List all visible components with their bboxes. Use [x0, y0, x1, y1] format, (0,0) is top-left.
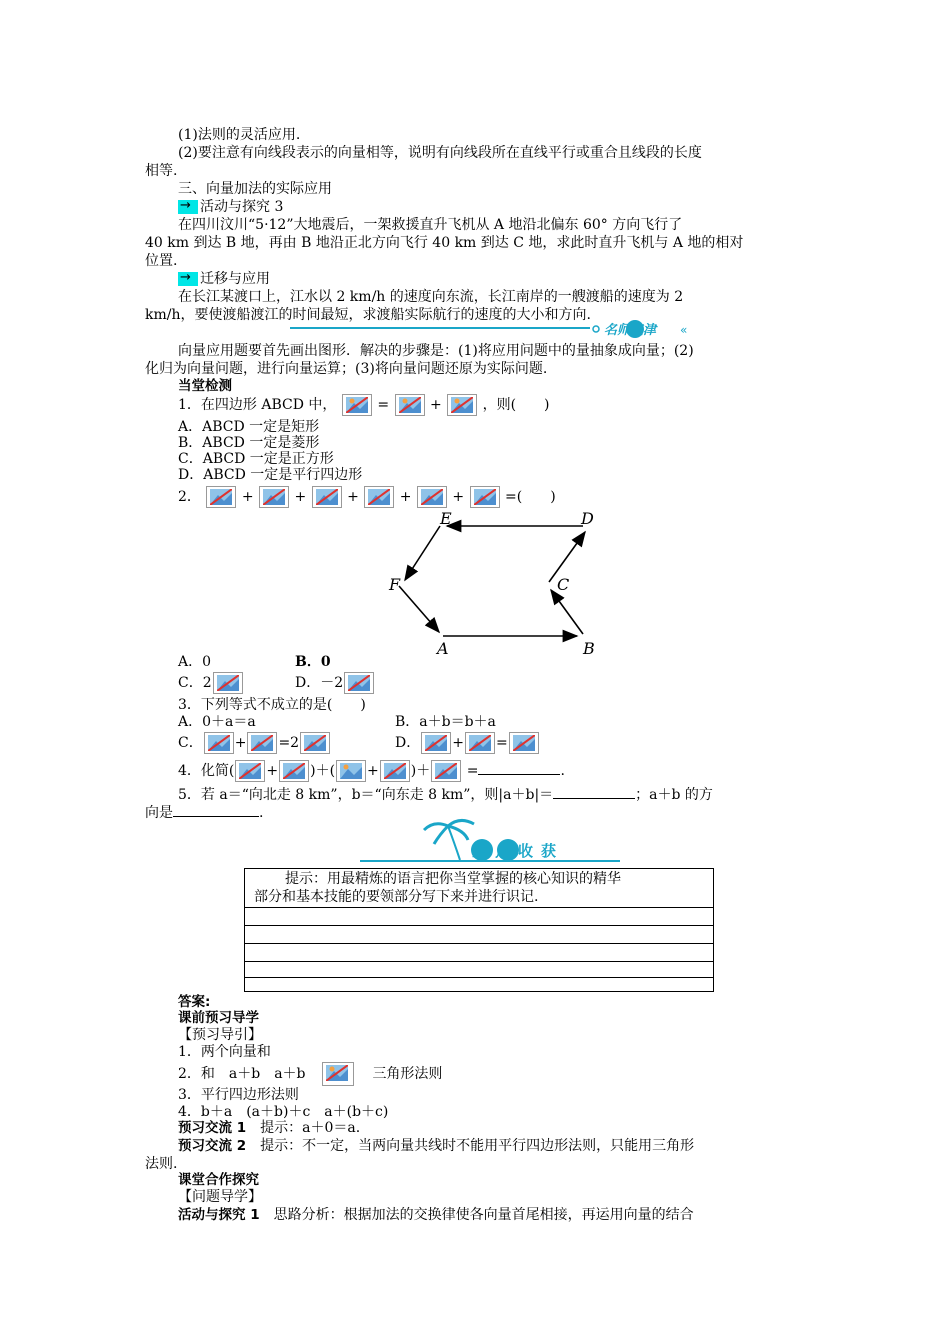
- question-3: 3．下列等式不成立的是( ): [178, 697, 366, 713]
- sub-heading: 【预习导引】: [178, 1027, 262, 1043]
- vector-image-icon: [279, 760, 309, 782]
- badge-text: 名师点津: [604, 323, 657, 338]
- option: B．a＋b＝b＋a: [395, 714, 496, 730]
- text-line: km/h，要使渡船渡江的时间最短，求渡船实际航行的速度的大小和方向.: [145, 307, 591, 323]
- answer-line: 4．b＋a (a＋b)＋c a＋(b＋c): [178, 1104, 389, 1120]
- answer-line: 3．平行四边形法则: [178, 1087, 299, 1103]
- vector-image-icon: [247, 732, 277, 754]
- vertex-label: D: [581, 510, 594, 528]
- arrow-icon: [178, 200, 198, 214]
- vector-image-icon: [259, 486, 289, 508]
- vector-image-icon: [431, 760, 461, 782]
- answer-line: 活动与探究 1 思路分析：根据加法的交换律使各向量首尾相接，再运用向量的结合: [178, 1207, 694, 1223]
- answer-line: 法则.: [145, 1156, 178, 1172]
- arrow-icon: [178, 272, 198, 286]
- answer-line: 2．和 a＋b a＋b 三角形法则: [178, 1062, 442, 1086]
- option: C．ABCD 一定是正方形: [178, 451, 334, 467]
- sub-heading: 【问题导学】: [178, 1189, 262, 1205]
- activity-heading: →迁移与应用: [178, 270, 270, 288]
- text-line: 化归为向量问题，进行向量运算；(3)将向量问题还原为实际问题.: [145, 361, 548, 377]
- vertex-label: A: [437, 639, 449, 658]
- vertex-label: C: [557, 575, 570, 594]
- tip-text: 提示：用最精炼的语言把你当堂掌握的核心知识的精华: [285, 871, 621, 887]
- text-line: 40 km 到达 B 地，再由 B 地沿正北方向飞行 40 km 到达 C 地，求此时直升飞机与 A 地的相对: [145, 235, 744, 251]
- activity-heading: →活动与探究 3: [178, 198, 283, 216]
- option: A．ABCD 一定是矩形: [178, 419, 320, 435]
- vector-image-icon: [235, 760, 265, 782]
- section-heading: 课堂合作探究: [178, 1172, 259, 1188]
- option: D． + =: [395, 732, 540, 754]
- section-heading: 当堂检测: [178, 378, 232, 394]
- vector-image-icon: [342, 394, 372, 416]
- text-line: 在长江某渡口上，江水以 2 km/h 的速度向东流，长江南岸的一艘渡船的速度为 2: [178, 289, 684, 305]
- question-5: 5．若 a＝“向北走 8 km”，b＝“向东走 8 km”，则|a＋b|＝ ；a＋b 的方: [178, 787, 713, 803]
- option: C．2: [178, 672, 244, 694]
- section-heading: 三、向量加法的实际应用: [178, 181, 332, 197]
- vector-image-icon: [470, 486, 500, 508]
- vector-image-icon: [395, 394, 425, 416]
- vertex-label: F: [389, 575, 401, 594]
- answer-blank[interactable]: [173, 804, 259, 817]
- option: D．ABCD 一定是平行四边形: [178, 467, 363, 483]
- option: A．0: [178, 654, 212, 670]
- answer-blank[interactable]: [478, 762, 560, 775]
- vector-image-icon: [300, 732, 330, 754]
- svg-text:«: «: [680, 323, 688, 337]
- badge-text: 盘点收获: [472, 842, 565, 860]
- option: D．－2: [295, 672, 375, 694]
- tip-text: 部分和基本技能的要领部分写下来并进行识记.: [254, 889, 539, 905]
- answer-line: 预习交流 2 提示：不一定，当两向量共线时不能用平行四边形法则，只能用三角形: [178, 1138, 695, 1154]
- vector-image-icon: [364, 486, 394, 508]
- vertex-label: E: [440, 510, 452, 528]
- answer-line: 1．两个向量和: [178, 1044, 271, 1060]
- text-line: (2)要注意有向线段表示的向量相等，说明有向线段所在直线平行或重合且线段的长度: [178, 145, 702, 161]
- summary-badge: [420, 816, 600, 866]
- vector-image-icon: [344, 672, 374, 694]
- vector-image-icon: [336, 760, 366, 782]
- answers-heading: 答案:: [178, 994, 211, 1010]
- question-2: 2． + + + + + =( ): [178, 486, 556, 508]
- vector-image-icon: [447, 394, 477, 416]
- vertex-label: B: [583, 639, 595, 658]
- vector-image-icon: [322, 1062, 354, 1086]
- text-line: 在四川汶川“5·12”大地震后，一架救援直升飞机从 A 地沿北偏东 60° 方向飞行了: [178, 217, 683, 233]
- option: B．ABCD 一定是菱形: [178, 435, 320, 451]
- vector-image-icon: [417, 486, 447, 508]
- text-line: 位置.: [145, 253, 178, 269]
- option: A．0＋a＝a: [178, 714, 256, 730]
- divider-line: [290, 327, 590, 329]
- text-line: 向量应用题要首先画出图形．解决的步骤是：(1)将应用问题中的量抽象成向量；(2): [178, 343, 694, 359]
- vector-image-icon: [213, 672, 243, 694]
- text-line: 相等.: [145, 163, 178, 179]
- text-line: (1)法则的灵活应用.: [178, 127, 301, 143]
- section-heading: 课前预习导学: [178, 1010, 259, 1026]
- vector-image-icon: [465, 732, 495, 754]
- vector-image-icon: [421, 732, 451, 754]
- question-4: 4．化简( + )＋( + )＋ = .: [178, 760, 565, 782]
- teacher-tip-badge: [590, 318, 695, 340]
- vector-image-icon: [312, 486, 342, 508]
- question-5-cont: 向是 .: [145, 805, 264, 821]
- option: C． + =2: [178, 732, 331, 754]
- answer-line: 预习交流 1 提示：a＋0＝a.: [178, 1120, 361, 1136]
- hexagon-figure: [385, 510, 605, 660]
- answer-blank[interactable]: [553, 786, 635, 799]
- question-1: 1．在四边形 ABCD 中， = + ，则( ): [178, 394, 550, 416]
- vector-image-icon: [206, 486, 236, 508]
- vector-image-icon: [509, 732, 539, 754]
- vector-image-icon: [204, 732, 234, 754]
- option: B．0: [295, 654, 331, 670]
- vector-image-icon: [380, 760, 410, 782]
